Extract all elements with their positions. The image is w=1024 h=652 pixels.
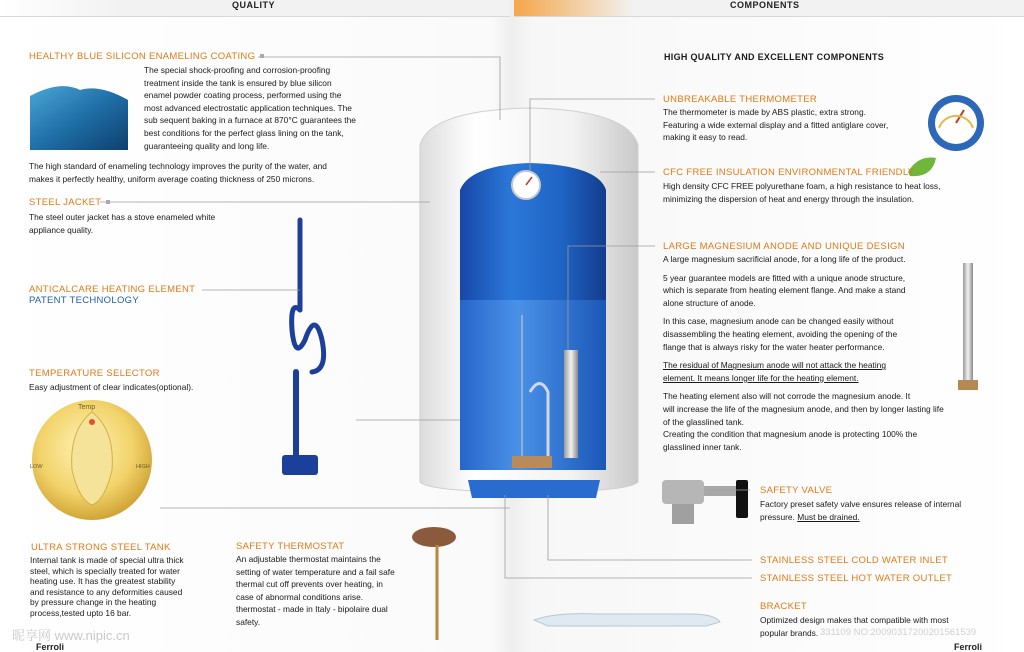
valve-heading: SAFETY VALVE bbox=[760, 485, 833, 496]
anode-line: In this case, magnesium anode can be changed easily without bbox=[663, 316, 894, 327]
anode-line: disassembling the heating element, avoiding the opening of the bbox=[663, 328, 898, 339]
jacket-heading bbox=[29, 197, 110, 208]
header-title-quality: QUALITY bbox=[232, 0, 275, 10]
dial-label-high: HIGH bbox=[136, 464, 150, 470]
coating-line: enamel powder coating process, performed using the bbox=[144, 90, 342, 101]
heating-element-image bbox=[282, 220, 324, 475]
watermark-text: 昵享网 www.nipic.cn bbox=[12, 628, 130, 643]
anode-line: flange that is always risky for the water heater performance. bbox=[663, 341, 885, 352]
thermometer-heading bbox=[663, 94, 817, 105]
valve-line-2 bbox=[760, 511, 1000, 524]
anode-line: 5 year guarantee models are fitted with a unique anode structure, bbox=[663, 272, 906, 283]
anode-line: alone structure of anode. bbox=[663, 297, 756, 308]
anode-heading: LARGE MAGNESIUM ANODE AND UNIQUE DESIGN bbox=[663, 241, 905, 252]
coating-line: sub sequent baking in a furnace at 870°C guarantees the bbox=[144, 115, 356, 126]
cold-inlet-label: STAINLESS STEEL COLD WATER INLET bbox=[760, 555, 949, 566]
leader-dot bbox=[106, 200, 110, 204]
anode-line: A large magnesium sacrificial anode, for a long life of the product. bbox=[663, 254, 906, 264]
thermostat-heading: SAFETY THERMOSTAT bbox=[236, 541, 345, 552]
anode-line-underlined: The residual of Magnesium anode will not attack the heating bbox=[663, 360, 887, 371]
tank-heading: ULTRA STRONG STEEL TANK bbox=[31, 542, 171, 553]
thermostat-body bbox=[236, 553, 416, 629]
anode-line: which is separate from heating element flange. And make a stand bbox=[663, 285, 906, 296]
thermostat-line: setting of water temperature and a fail safe bbox=[236, 566, 395, 577]
heating-subheading: PATENT TECHNOLOGY bbox=[29, 295, 139, 306]
header-title-components: COMPONENTS bbox=[730, 0, 800, 10]
thermometer-heading-text: UNBREAKABLE THERMOMETER bbox=[663, 94, 818, 105]
temperature-dial-image bbox=[32, 400, 152, 520]
temperature-body bbox=[29, 381, 279, 394]
valve-text-underlined: Must be drained. bbox=[797, 511, 860, 522]
coating-extra-line: makes it perfectly healthy, uniform average coating thickness of 250 microns. bbox=[29, 173, 315, 184]
coating-line: treatment inside the tank is ensured by blue silicon bbox=[144, 77, 332, 88]
anode-line: The heating element also will not corrode the magnesium anode. It bbox=[663, 391, 911, 402]
coating-body bbox=[144, 64, 384, 152]
water-heater-image bbox=[420, 108, 638, 498]
insulation-line: High density CFC FREE polyurethane foam, a high resistance to heat loss, bbox=[663, 181, 941, 191]
bracket-line: popular brands. bbox=[760, 627, 819, 638]
temperature-heading: TEMPERATURE SELECTOR bbox=[29, 368, 160, 379]
coating-extra-line: The high standard of enameling technology improves the purity of the water, and bbox=[29, 161, 327, 171]
tank-line: and resistance to any deformities caused bbox=[30, 586, 183, 597]
jacket-heading-text: STEEL JACKET bbox=[29, 197, 102, 208]
tank-body bbox=[30, 555, 202, 618]
anode-line: glasslined inner tank. bbox=[663, 441, 742, 452]
thermostat-line: An adjustable thermostat maintains the bbox=[236, 554, 381, 564]
bracket-image bbox=[534, 614, 720, 626]
hot-outlet-label: STAINLESS STEEL HOT WATER OUTLET bbox=[760, 573, 953, 584]
temperature-line: Easy adjustment of clear indicates(optional). bbox=[29, 382, 194, 392]
coating-heading bbox=[29, 51, 264, 62]
valve-text: pressure. bbox=[760, 511, 798, 522]
anode-line: of the glasslined tank. bbox=[663, 416, 745, 427]
coating-sample-image bbox=[30, 86, 128, 150]
tank-line: heating use. It has the greatest stability bbox=[30, 576, 176, 586]
components-title: HIGH QUALITY AND EXCELLENT COMPONENTS bbox=[664, 52, 885, 62]
insulation-heading: CFC FREE INSULATION ENVIRONMENTAL FRIENDLY bbox=[663, 167, 915, 178]
anode-line: will increase the life of the magnesium anode, and then by longer lasting life bbox=[663, 403, 944, 414]
thermostat-line: thermal cut off prevents over heating, in bbox=[236, 579, 383, 590]
thermostat-line: thermostat - made in Italy - bipolaire dual bbox=[236, 604, 388, 615]
anode-body bbox=[663, 253, 983, 453]
thermometer-line: The thermometer is made by ABS plastic, extra strong. bbox=[663, 107, 866, 117]
thermometer-line: making it easy to read. bbox=[663, 132, 748, 143]
bracket-line: Optimized design makes that compatible with most bbox=[760, 615, 949, 625]
valve-body bbox=[760, 498, 1000, 523]
coating-line: The special shock-proofing and corrosion-proofing bbox=[144, 65, 331, 75]
brand-logo-left: Ferroli bbox=[36, 642, 65, 652]
thermostat-line: safety. bbox=[236, 616, 261, 627]
valve-line: Factory preset safety valve ensures release of internal bbox=[760, 499, 962, 509]
bracket-heading: BRACKET bbox=[760, 601, 807, 612]
coating-line: best conditions for the perfect glass lining on the tank, bbox=[144, 127, 344, 138]
thermometer-line: Featuring a wide external display and a fitted antiglare cover, bbox=[663, 119, 889, 130]
safety-valve-image bbox=[662, 480, 748, 524]
heating-heading: ANTICALCARE HEATING ELEMENT bbox=[29, 284, 196, 295]
safety-thermostat-image bbox=[412, 527, 456, 640]
tank-line: process,tested upto 16 bar. bbox=[30, 607, 132, 618]
coating-line: guaranteeing quality and long life. bbox=[144, 140, 270, 151]
thermostat-line: case of abnormal conditions arise. bbox=[236, 591, 364, 602]
thermometer-body bbox=[663, 106, 923, 144]
anode-line: Creating the condition that magnesium anode is protecting 100% the bbox=[663, 429, 918, 440]
anode-line-underlined: element. It means longer life for the heating element. bbox=[663, 372, 859, 383]
tank-line: Internal tank is made of special ultra thick bbox=[30, 555, 184, 565]
thermometer-image bbox=[928, 95, 984, 151]
insulation-line: minimizing the dispersion of heat and energy through the insulation. bbox=[663, 193, 914, 204]
dial-label-temp: Temp bbox=[78, 404, 96, 411]
insulation-body bbox=[663, 180, 983, 205]
coating-extra bbox=[29, 160, 389, 185]
tank-line: steel, which is specially treated for water bbox=[30, 565, 180, 576]
coating-line: most advanced electrostatic application techniques. The bbox=[144, 102, 352, 113]
coating-heading-text: HEALTHY BLUE SILICON ENAMELING COATING bbox=[29, 51, 256, 62]
jacket-line: appliance quality. bbox=[29, 224, 94, 235]
jacket-line: The steel outer jacket has a stove enameled white bbox=[29, 212, 216, 222]
dial-label-low: LOW bbox=[30, 464, 43, 470]
brand-logo-right: Ferroli bbox=[954, 642, 983, 652]
leader-dot bbox=[260, 54, 264, 58]
tank-line: by pressure change in the heating bbox=[30, 597, 157, 607]
image-id-footer: 331109 NO:20090317200201561539 bbox=[820, 627, 977, 638]
jacket-body bbox=[29, 211, 259, 236]
